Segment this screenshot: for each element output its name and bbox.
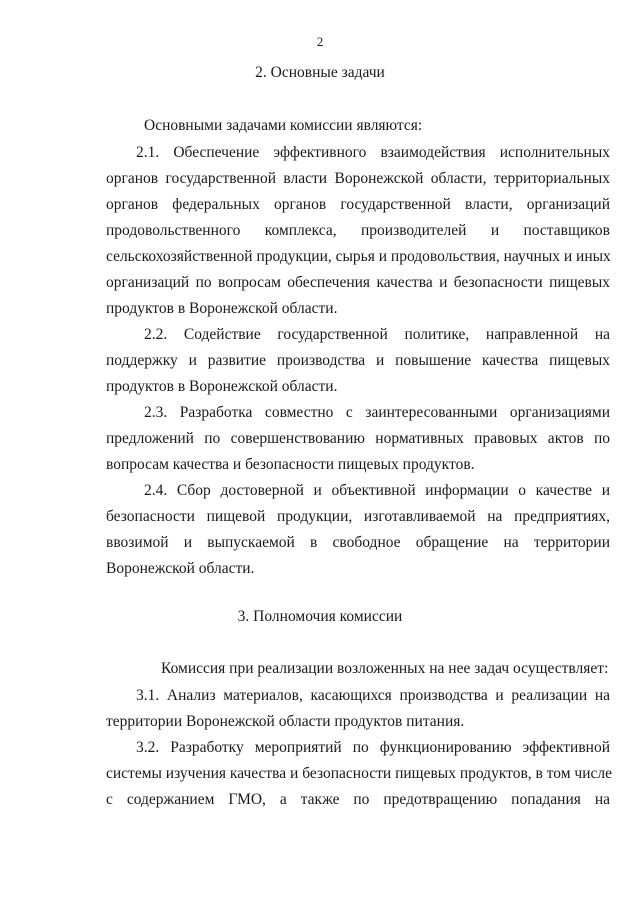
text-line: сельскохозяйственной продукции, сырья и продовольствия, научных и иных [106, 248, 611, 265]
text-line: ввозимой и выпускаемой в свободное обращение на территории [106, 534, 610, 551]
paragraph-2-1 [106, 140, 610, 322]
text-line: системы изучения качества и безопасности пищевых продуктов, в том числе [106, 765, 613, 782]
section-2-intro: Основными задачами комиссии являются: [144, 117, 423, 134]
paragraph-2-2 [106, 322, 610, 400]
text-line: продуктов в Воронежской области. [106, 378, 338, 395]
page-number: 2 [316, 34, 324, 49]
text-line: Воронежской области. [106, 560, 255, 577]
text-line: территории Воронежской области продуктов питания. [106, 713, 465, 730]
text-line: органов государственной власти Воронежской области, территориальных [106, 170, 610, 187]
text-line: органов федеральных органов государственной власти, организаций [106, 196, 610, 213]
text-line: продуктов в Воронежской области. [106, 300, 338, 317]
paragraph-2-4 [106, 478, 610, 582]
section-3-intro: Комиссия при реализации возложенных на нее задач осуществляет: [161, 660, 609, 677]
text-line: предложений по совершенствованию нормативных правовых актов по [106, 430, 610, 447]
text-line: 2.3. Разработка совместно с заинтересованными организациями [144, 404, 610, 421]
text-line: организаций по вопросам обеспечения качества и безопасности пищевых [106, 274, 610, 291]
text-line: 3.2. Разработку мероприятий по функционированию эффективной [136, 739, 610, 756]
text-line: 2.2. Содействие государственной политике, направленной на [144, 326, 610, 343]
text-line: с содержанием ГМО, а также по предотвращению попадания на [106, 791, 610, 808]
paragraph-3-1 [106, 683, 610, 735]
text-line: безопасности пищевой продукции, изготавливаемой на предприятиях, [106, 508, 610, 525]
text-line: 2.1. Обеспечение эффективного взаимодействия исполнительных [136, 144, 610, 161]
text-line: вопросам качества и безопасности пищевых продуктов. [106, 456, 475, 473]
section-2-heading: 2. Основные задачи [255, 64, 385, 81]
paragraph-3-2 [106, 735, 613, 813]
text-line: поддержку и развитие производства и повышение качества пищевых [106, 352, 610, 369]
section-3-heading: 3. Полномочия комиссии [237, 608, 403, 625]
paragraph-2-3 [106, 400, 610, 478]
text-line: 2.4. Сбор достоверной и объективной информации о качестве и [144, 482, 610, 499]
text-line: 3.1. Анализ материалов, касающихся производства и реализации на [136, 687, 610, 704]
text-line: продовольственного комплекса, производителей и поставщиков [106, 222, 610, 239]
